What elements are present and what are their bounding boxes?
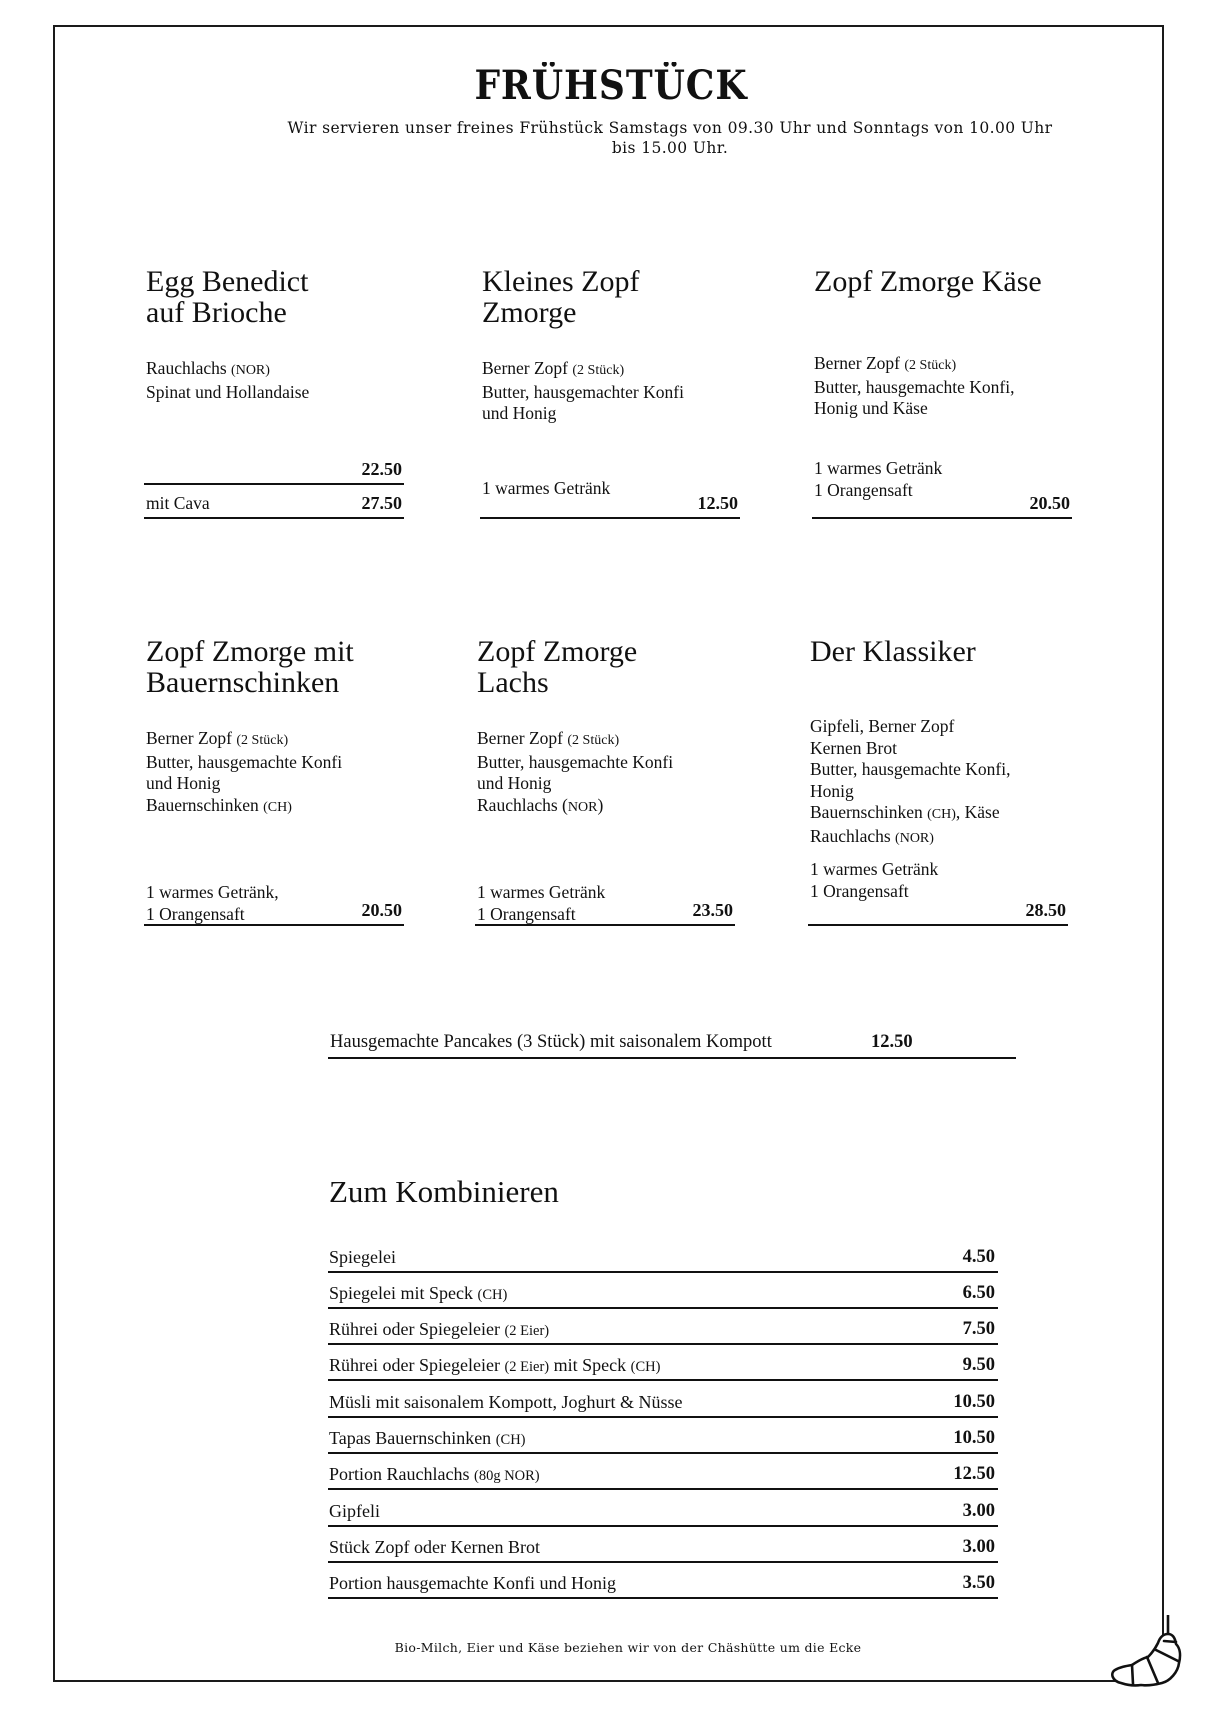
description-text: Butter, hausgemachter Konfi [482,381,684,402]
menu-item-description [146,728,342,818]
combine-row [328,1274,998,1309]
combine-item-note2: (CH) [630,1359,661,1376]
combine-item-price: 9.50 [962,1355,995,1376]
description-line [814,377,1015,399]
description-text: Spinat und Hollandaise [146,381,310,402]
price-line [144,461,404,485]
price-value: 28.50 [1025,900,1066,920]
combine-item-label [329,1573,616,1594]
drink-line: 1 warmes Getränk [810,859,939,879]
drink-line: 1 Orangensaft [477,903,576,924]
combine-item-label [329,1501,380,1522]
description-line [146,752,342,774]
menu-card [810,636,1068,976]
combine-item-text: Gipfeli [329,1500,380,1521]
menu-card [482,266,740,606]
combine-row [328,1528,998,1563]
description-line [482,403,684,425]
drink-line: 1 warmes Getränk, [146,882,279,902]
combine-item-price: 4.50 [962,1246,995,1267]
description-line [810,738,1011,760]
menu-item-name: Egg Benedict auf Brioche [146,265,309,329]
combine-item-price: 10.50 [953,1427,995,1448]
combine-row [328,1419,998,1454]
description-line [810,781,1011,803]
menu-card [146,266,404,606]
description-text: Berner Zopf [477,728,568,748]
description-text: Butter, hausgemachte Konfi [477,751,674,772]
combine-item-text: Portion Rauchlachs [329,1464,474,1485]
description-note: (NOR) [895,830,934,846]
description-text: Bauernschinken [810,802,928,822]
combine-item-text: Spiegelei [329,1246,396,1267]
menu-item-description [810,716,1011,849]
pancakes-price: 12.50 [871,1032,913,1052]
combine-title: Zum Kombinieren [329,1174,559,1209]
description-note: (2 Stück) [567,733,620,748]
combine-item-price: 7.50 [962,1319,995,1340]
drink-line: 1 Orangensaft [146,903,245,924]
combine-item-text: Tapas Bauernschinken [329,1427,496,1448]
combine-item-price: 12.50 [953,1464,995,1485]
pancakes-row [328,1030,1016,1059]
combine-item-note: (2 Eier) [504,1323,550,1340]
description-text: Honig [810,780,854,801]
price-value: 20.50 [1029,493,1070,513]
combine-item-label [329,1428,526,1449]
combine-item-price: 3.00 [962,1536,995,1557]
description-text: Kernen Brot [810,737,897,758]
menu-item-name: Zopf Zmorge Lachs [477,635,638,699]
croissant-icon [1108,1615,1188,1690]
menu-item-description [146,358,309,403]
combine-item-text: Portion hausgemachte Konfi und Honig [329,1573,616,1594]
description-line [146,382,309,404]
description-text: Rauchlachs [810,825,896,846]
menu-item-name: Kleines Zopf Zmorge [482,265,640,329]
combine-item-label [329,1283,507,1304]
combine-item-note: (CH) [495,1431,526,1448]
drink-line: 1 Orangensaft [814,479,913,500]
menu-item-description [482,358,684,425]
price-line [812,495,1072,519]
combine-item-price: 3.00 [962,1500,995,1521]
price-line [144,902,404,926]
price-line [475,902,735,926]
description-text: und Honig [477,773,552,793]
description-text: Berner Zopf [814,353,905,373]
description-note: (2 Stück) [236,733,289,748]
combine-row [328,1383,998,1418]
price-line [480,495,740,519]
description-line [477,795,673,819]
description-line [814,353,1015,377]
menu-card [146,636,404,976]
combine-row [328,1492,998,1527]
menu-item-description [477,728,673,818]
footer-note-text: Bio-Milch, Eier und Käse beziehen wir von der Chäshütte um die Ecke [394,1640,862,1655]
combine-item-price: 10.50 [953,1391,995,1412]
combine-row [328,1456,998,1491]
description-text: Butter, hausgemachte Konfi, [814,376,1015,397]
combine-item-label [329,1319,549,1340]
price-line [808,902,1068,926]
combine-row [328,1565,998,1600]
combine-item-text: Stück Zopf oder Kernen Brot [329,1536,540,1557]
price-value: 12.50 [697,493,738,513]
price-value: 22.50 [361,459,402,479]
description-line [146,358,309,382]
description-text: Butter, hausgemachte Konfi [146,751,343,772]
description-line [814,398,1015,420]
combine-row [328,1311,998,1346]
menu-item-name: Zopf Zmorge mit Bauernschinken [146,635,354,699]
price-line [144,495,404,519]
description-suffix: ) [597,794,604,815]
description-line [810,716,1011,738]
description-text: Rauchlachs ( [477,794,568,815]
combine-item-note: (CH) [477,1286,508,1303]
description-line [810,826,1011,850]
description-text: Honig und Käse [814,398,928,418]
drink-line: 1 warmes Getränk [814,458,943,478]
description-note: (NOR) [231,363,270,378]
drink-line: 1 warmes Getränk [482,478,611,498]
description-line [810,759,1011,781]
combine-list [328,1238,998,1601]
description-note: (2 Stück) [904,358,957,373]
description-line [477,752,673,774]
subtitle-line-1: Wir servieren unser freines Frühstück Samstags von 09.30 Uhr und Sonntags von 10.00 Uhr [287,119,1053,137]
combine-item-text: Rührei oder Spiegeleier [329,1355,505,1376]
description-text: Bauernschinken [146,794,264,815]
description-line [477,773,673,795]
combine-item-note: (80g NOR) [473,1468,540,1485]
description-note: NOR [567,799,598,815]
combine-item-label [329,1355,660,1376]
combine-item-label [329,1464,540,1485]
description-text: und Honig [482,403,557,423]
description-line [146,795,342,819]
combine-item-label [329,1247,396,1268]
pancakes-label: Hausgemachte Pancakes (3 Stück) mit saisonalem Kompott [330,1032,772,1052]
description-suffix: , Käse [955,802,1000,822]
combine-item-text: Spiegelei mit Speck [329,1282,478,1303]
menu-card [477,636,735,976]
description-text: Gipfeli, Berner Zopf [810,716,955,736]
description-text: Butter, hausgemachte Konfi, [810,759,1011,779]
drink-line: 1 Orangensaft [810,880,909,901]
combine-row [328,1238,998,1273]
price-value: 20.50 [361,900,402,920]
menu-item-description [814,353,1015,420]
page-subtitle [250,118,1090,158]
price-value: 23.50 [692,900,733,920]
description-line [477,728,673,752]
description-line [146,728,342,752]
description-note: (CH) [263,799,292,815]
description-text: und Honig [146,773,221,793]
drink-line: 1 warmes Getränk [477,882,606,902]
page-title: FRÜHSTÜCK [474,62,748,109]
combine-row [328,1347,998,1382]
footer-note [0,1640,1222,1655]
description-text: Rauchlachs [146,358,232,378]
combine-item-after: mit Speck [549,1355,631,1376]
combine-item-note: (2 Eier) [504,1359,550,1376]
combine-item-price: 6.50 [962,1282,995,1303]
price-label: mit Cava [146,493,210,513]
description-line [482,382,684,404]
description-text: Berner Zopf [482,358,573,378]
combine-item-label [329,1392,683,1413]
subtitle-line-2: bis 15.00 Uhr. [611,139,729,157]
menu-item-name: Der Klassiker [810,635,976,668]
menu-card [814,266,1072,606]
description-text: Berner Zopf [146,728,237,748]
combine-item-label [329,1537,540,1558]
combine-item-text: Müsli mit saisonalem Kompott, Joghurt & Nüsse [329,1391,683,1412]
description-note: (2 Stück) [572,363,625,378]
description-note: (CH) [927,807,956,822]
combine-item-text: Rührei oder Spiegeleier [329,1319,505,1340]
menu-item-name: Zopf Zmorge Käse [814,265,1042,298]
description-line [810,802,1011,826]
description-line [482,358,684,382]
combine-item-price: 3.50 [962,1573,995,1594]
menu-item-drinks [810,859,938,902]
description-line [146,773,342,795]
price-value: 27.50 [361,493,402,513]
